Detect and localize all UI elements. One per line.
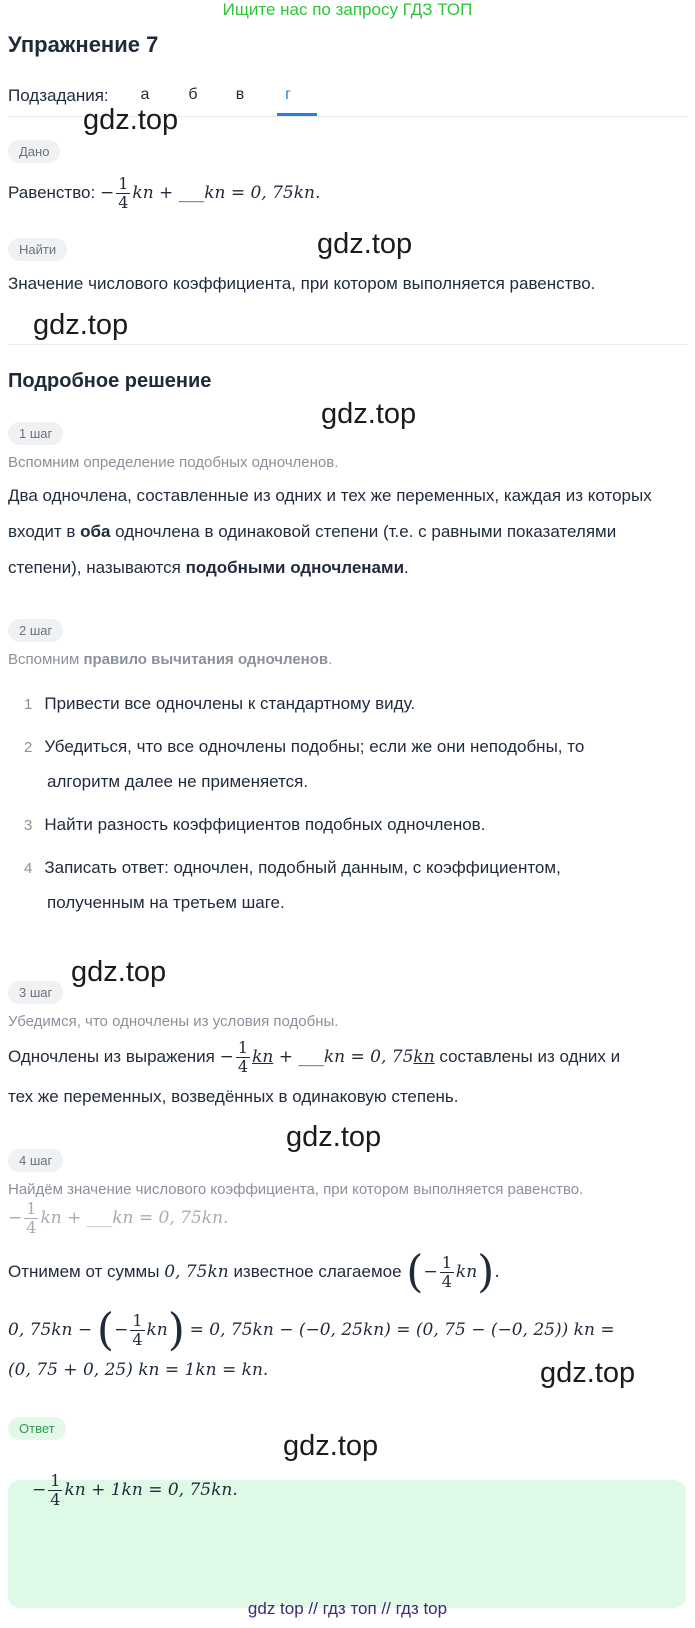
tab-a[interactable]: а bbox=[140, 86, 150, 103]
watermark: gdz.top bbox=[286, 1121, 382, 1153]
watermark: gdz.top bbox=[317, 228, 413, 260]
answer-expression: − $\frac{1}{4}$ kn + 1kn = 0, 75kn. bbox=[32, 1471, 238, 1510]
step4-badge: 4 шаг bbox=[8, 1149, 63, 1172]
watermark: gdz.top bbox=[83, 104, 179, 136]
section-divider bbox=[8, 344, 688, 345]
tab-g[interactable]: г bbox=[285, 86, 291, 103]
tab-b[interactable]: б bbox=[188, 86, 198, 103]
active-tab-indicator bbox=[277, 113, 317, 116]
list-item-continuation: алгоритм далее не применяется. bbox=[47, 772, 309, 791]
step3-line2: тех же переменных, возведённых в одинаковую степень. bbox=[8, 1087, 459, 1106]
step3-badge: 3 шаг bbox=[8, 981, 63, 1004]
given-expression: kn + ___kn = 0, 75kn. bbox=[132, 183, 321, 203]
step2-badge: 2 шаг bbox=[8, 619, 63, 642]
step2-hint: Вспомним правило вычитания одночленов. bbox=[8, 651, 333, 668]
find-text: Значение числового коэффициента, при котором выполняется равенство. bbox=[8, 274, 596, 293]
watermark: gdz.top bbox=[33, 309, 129, 341]
step3-line1: Одночлены из выражения − $\frac{1}{4}$ kn + ___kn = 0, 75kn составлены из одних и bbox=[8, 1038, 621, 1077]
footer-links[interactable]: gdz top // гдз топ // гдз top bbox=[247, 1599, 448, 1618]
step3-hint: Убедимся, что одночлены из условия подобны. bbox=[8, 1013, 339, 1030]
solution-title: Подробное решение bbox=[8, 370, 212, 392]
answer-badge: Ответ bbox=[8, 1417, 66, 1440]
step4-subtract-text: Отнимем от суммы 0, 75kn известное слагаемое (− $\frac{1}{4}$ kn). bbox=[8, 1246, 500, 1298]
given-statement: Равенство: − $\frac{1}{4}$ kn + ___kn = 0, 75kn. bbox=[8, 174, 321, 213]
step4-calc-line1: 0, 75kn − (− $\frac{1}{4}$ kn) = 0, 75kn − (−0, 25kn) = (0, 75 − (−0, 25)) kn = bbox=[8, 1304, 615, 1356]
tab-v[interactable]: в bbox=[235, 86, 245, 103]
step4-hint: Найдём значение числового коэффициента, при котором выполняется равенство. bbox=[8, 1181, 584, 1198]
step1-hint: Вспомним определение подобных одночленов. bbox=[8, 454, 339, 471]
list-item: 1 Привести все одночлены к стандартному виду. bbox=[24, 694, 416, 713]
step4-calc-line2: (0, 75 + 0, 25) kn = 1kn = kn. bbox=[8, 1360, 269, 1380]
promo-banner[interactable]: Ищите нас по запросу ГДЗ ТОП bbox=[222, 0, 473, 19]
list-item: 4 Записать ответ: одночлен, подобный данным, с коэффициентом, bbox=[24, 858, 561, 877]
page-title: Упражнение 7 bbox=[8, 32, 159, 57]
list-item-continuation: полученным на третьем шаге. bbox=[47, 893, 285, 912]
step4-restated-equation: − $\frac{1}{4}$ kn + ___kn = 0, 75kn. bbox=[8, 1199, 229, 1238]
given-badge: Дано bbox=[8, 140, 60, 163]
watermark: gdz.top bbox=[540, 1357, 636, 1389]
watermark: gdz.top bbox=[283, 1430, 379, 1462]
list-item: 3 Найти разность коэффициентов подобных одночленов. bbox=[24, 815, 486, 834]
subtask-tabs-label: Подзадания: bbox=[8, 86, 109, 105]
step1-badge: 1 шаг bbox=[8, 422, 63, 445]
list-item: 2 Убедиться, что все одночлены подобны; если же они неподобны, то bbox=[24, 737, 585, 756]
find-badge: Найти bbox=[8, 238, 67, 261]
watermark: gdz.top bbox=[321, 398, 417, 430]
watermark: gdz.top bbox=[71, 956, 167, 988]
given-fraction: $\frac{1}{4}$ bbox=[118, 174, 129, 213]
given-label: Равенство: bbox=[8, 183, 96, 202]
step1-definition: Два одночлена, составленные из одних и тех же переменных, каждая из которых входит в оба одночлена в одинаковой степени (т.е. с равными показателями степени), называются подобными одночленами. bbox=[8, 486, 652, 577]
